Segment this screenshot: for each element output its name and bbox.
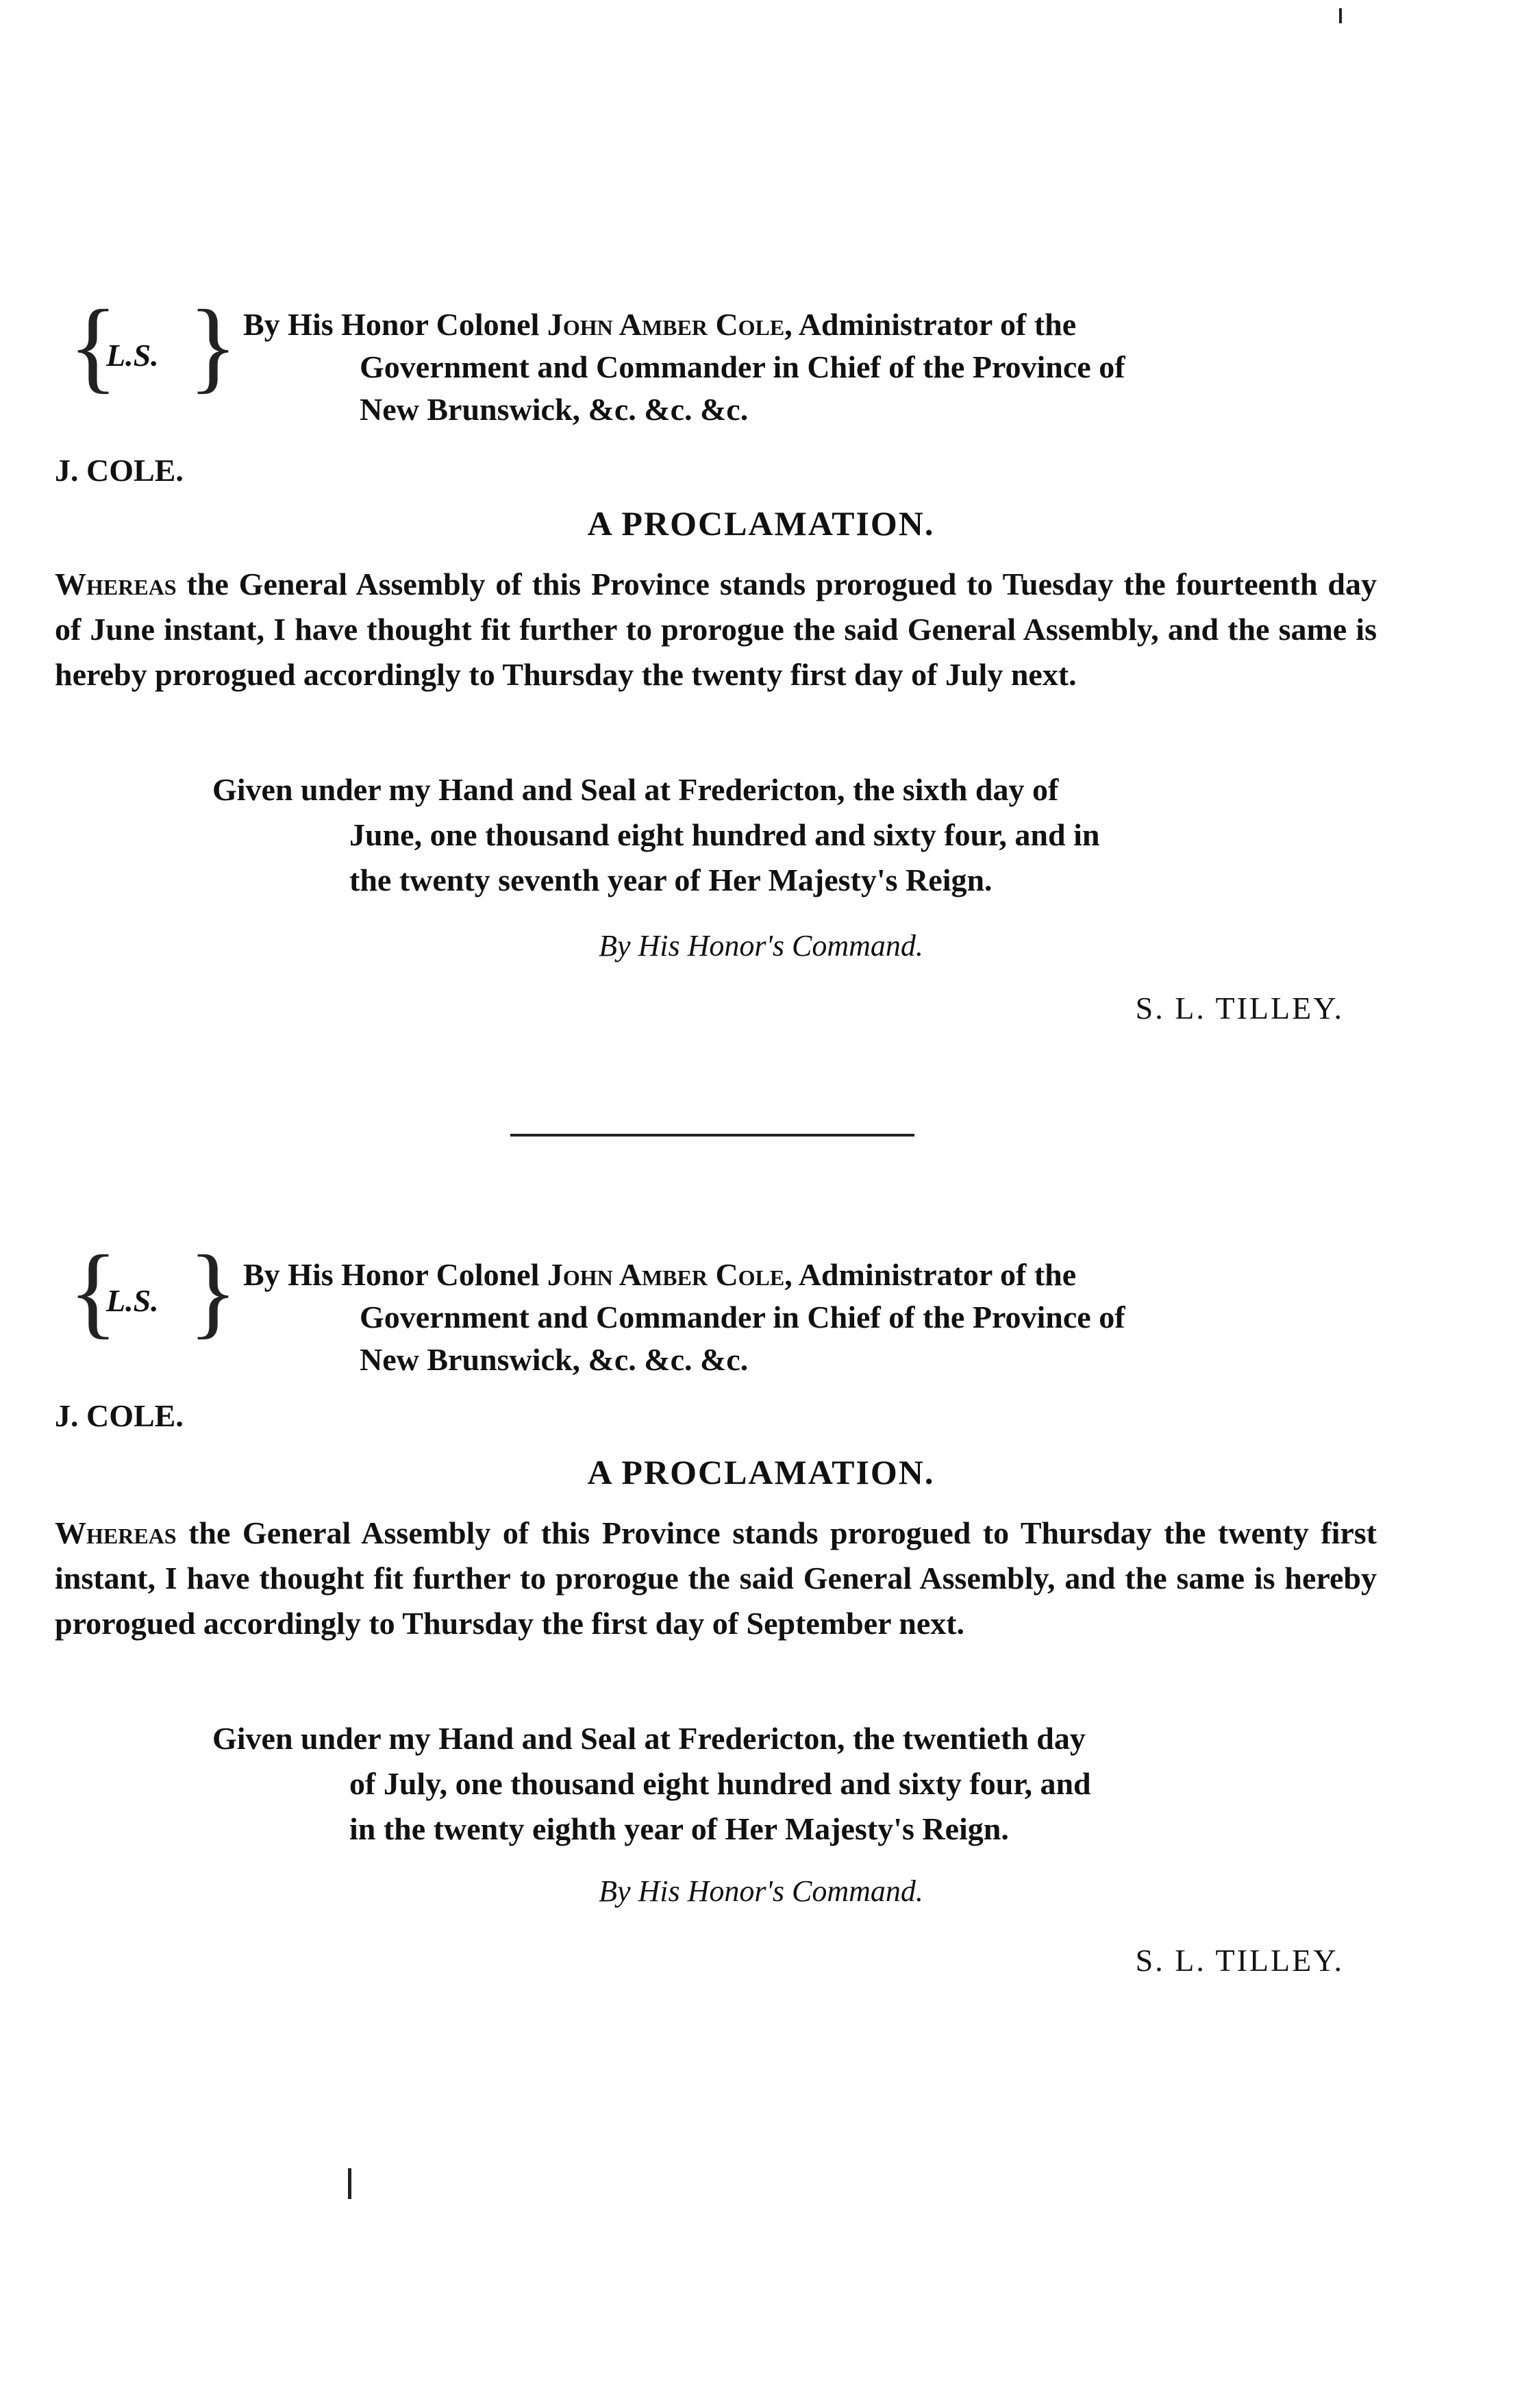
whereas-word: Whereas bbox=[55, 1515, 177, 1550]
heading-name: John Amber Cole bbox=[547, 307, 785, 342]
signature: S. L. TILLEY. bbox=[1135, 1943, 1344, 1978]
command-line: By His Honor's Command. bbox=[599, 929, 923, 963]
right-brace-icon: } bbox=[188, 289, 238, 403]
command-line: By His Honor's Command. bbox=[599, 1874, 923, 1908]
body-text: the General Assembly of this Province stands prorogued to Tuesday the fourteenth day of June instant, I have thought fit further to prorogue the said General Assembly, and the same is hereby prorogued accordingly to Thursday the twenty first day of July next. bbox=[55, 567, 1377, 692]
left-brace-icon: { bbox=[68, 289, 118, 403]
officer-name: J. COLE. bbox=[55, 453, 184, 488]
heading-line-2: Government and Commander in Chief of the Province of bbox=[360, 1300, 1125, 1335]
heading-suffix: , Administrator of the bbox=[784, 307, 1077, 342]
heading-prefix: By His Honor Colonel bbox=[243, 1257, 547, 1292]
given-clause bbox=[212, 1716, 1377, 1852]
given-line-2: June, one thousand eight hundred and sixty four, and in bbox=[349, 817, 1100, 852]
proclamation-title: A PROCLAMATION. bbox=[587, 1453, 935, 1491]
seal-label: L.S. bbox=[106, 338, 159, 373]
stray-mark bbox=[348, 2168, 351, 2199]
whereas-word: Whereas bbox=[55, 567, 177, 601]
heading-line-3: New Brunswick, &c. &c. &c. bbox=[360, 1342, 749, 1377]
left-brace-icon: { bbox=[68, 1234, 118, 1348]
officer-name: J. COLE. bbox=[55, 1398, 184, 1433]
heading-suffix: , Administrator of the bbox=[784, 1257, 1077, 1292]
right-brace-icon: } bbox=[188, 1234, 238, 1348]
heading-line-1 bbox=[243, 1254, 1373, 1296]
proclamation-body bbox=[55, 1511, 1377, 1646]
given-line-3: in the twenty eighth year of Her Majesty's Reign. bbox=[349, 1811, 1009, 1846]
heading-line-3: New Brunswick, &c. &c. &c. bbox=[360, 392, 749, 427]
heading-line-2: Government and Commander in Chief of the Province of bbox=[360, 349, 1125, 384]
stray-mark bbox=[1339, 8, 1342, 23]
given-line-1: Given under my Hand and Seal at Fredericton, the sixth day of bbox=[212, 772, 1059, 807]
signature: S. L. TILLEY. bbox=[1135, 991, 1344, 1026]
heading-prefix: By His Honor Colonel bbox=[243, 307, 547, 342]
given-line-1: Given under my Hand and Seal at Fredericton, the twentieth day bbox=[212, 1721, 1086, 1756]
given-line-3: the twenty seventh year of Her Majesty's Reign. bbox=[349, 862, 993, 897]
body-text: the General Assembly of this Province stands prorogued to Thursday the twenty first instant, I have thought fit further to prorogue the said General Assembly, and the same is hereby prorogued accordingly to Thursday the first day of September next. bbox=[55, 1515, 1377, 1641]
heading-name: John Amber Cole bbox=[547, 1257, 785, 1292]
proclamation-title: A PROCLAMATION. bbox=[587, 504, 935, 543]
seal-mark bbox=[68, 1234, 238, 1363]
proclamation-heading bbox=[243, 1254, 1373, 1381]
seal-label: L.S. bbox=[106, 1283, 159, 1318]
given-line-2: of July, one thousand eight hundred and sixty four, and bbox=[349, 1766, 1091, 1801]
